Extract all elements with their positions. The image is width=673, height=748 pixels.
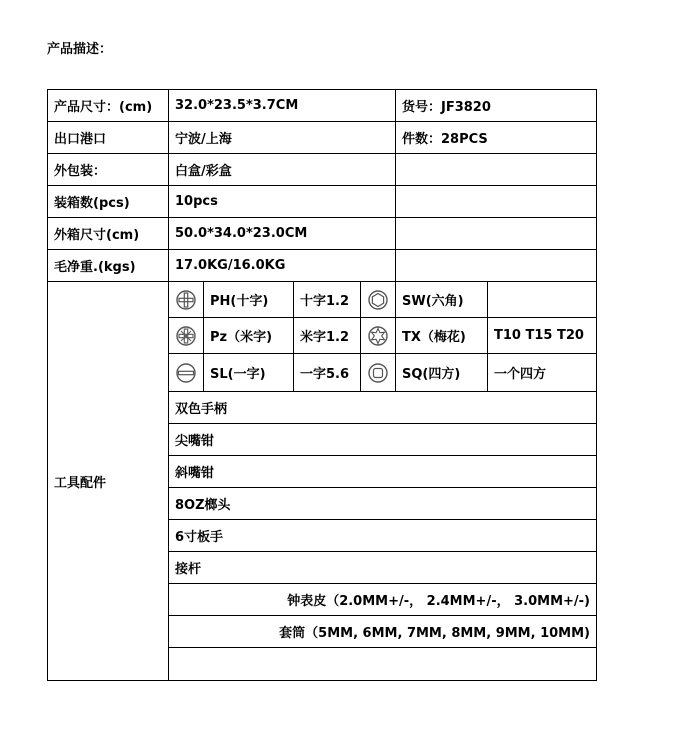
hex-icon — [361, 282, 396, 318]
accessory-item-right: 钟表皮（2.0MM+/-， 2.4MM+/-， 3.0MM+/-) — [169, 584, 596, 616]
spec-value: 10pcs — [169, 186, 396, 218]
spec-extra: 货号：JF3820 — [396, 90, 596, 122]
tools-label: 工具配件 — [48, 282, 169, 680]
accessory-item: 8OZ榔头 — [169, 488, 596, 520]
spec-label: 毛净重.(kgs) — [48, 250, 169, 282]
spec-value: 白盒/彩盒 — [169, 154, 396, 186]
spec-extra — [396, 154, 596, 186]
spec-extra — [396, 186, 596, 218]
bit-name: Pz（米字) — [204, 318, 294, 354]
spec-label: 外箱尺寸(cm) — [48, 218, 169, 250]
spec-label: 外包装： — [48, 154, 169, 186]
spec-extra: 件数：28PCS — [396, 122, 596, 154]
spec-label: 出口港口 — [48, 122, 169, 154]
bit-size: 米字1.2 — [294, 318, 361, 354]
accessory-item: 6寸板手 — [169, 520, 596, 552]
torx-icon — [361, 318, 396, 354]
bit-size: 一个四方 — [488, 354, 596, 392]
empty-row — [169, 648, 596, 680]
accessory-item: 尖嘴钳 — [169, 424, 596, 456]
spec-value: 17.0KG/16.0KG — [169, 250, 396, 282]
square-icon — [361, 354, 396, 392]
accessory-item: 接杆 — [169, 552, 596, 584]
accessory-item: 双色手柄 — [169, 392, 596, 424]
spec-value: 32.0*23.5*3.7CM — [169, 90, 396, 122]
phillips-icon — [169, 282, 204, 318]
spec-label: 装箱数(pcs) — [48, 186, 169, 218]
bit-name: SL(一字) — [204, 354, 294, 392]
slotted-icon — [169, 354, 204, 392]
bit-size: 十字1.2 — [294, 282, 361, 318]
bit-name: SQ(四方) — [396, 354, 488, 392]
spec-label: 产品尺寸：(cm) — [48, 90, 169, 122]
bit-size: 一字5.6 — [294, 354, 361, 392]
bit-size: T10 T15 T20 — [488, 318, 596, 354]
bit-size — [488, 282, 596, 318]
section-title: 产品描述： — [47, 42, 113, 57]
spec-extra — [396, 250, 596, 282]
bit-name: SW(六角) — [396, 282, 488, 318]
bit-name: TX（梅花) — [396, 318, 488, 354]
accessory-item-right: 套筒（5MM, 6MM, 7MM, 8MM, 9MM, 10MM) — [169, 616, 596, 648]
accessory-item: 斜嘴钳 — [169, 456, 596, 488]
spec-value: 50.0*34.0*23.0CM — [169, 218, 396, 250]
spec-extra — [396, 218, 596, 250]
spec-value: 宁波/上海 — [169, 122, 396, 154]
bit-name: PH(十字) — [204, 282, 294, 318]
pozidriv-icon — [169, 318, 204, 354]
